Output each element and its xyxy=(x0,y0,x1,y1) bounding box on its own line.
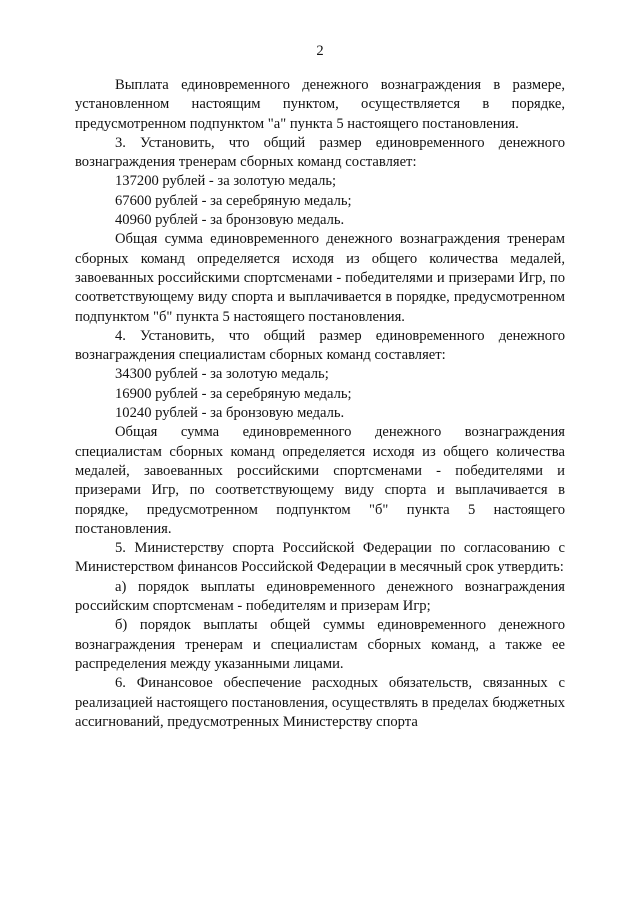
list-item-coaches-bronze: 40960 рублей - за бронзовую медаль. xyxy=(115,212,345,229)
paragraph-specialists-total: Общая сумма единовременного денежного вознаграждения специалистам сборных команд определяется исходя из общего количества медалей, завоеванных российскими спортсменами - победителями и призерами Игр, по соответствующему виду спорта и выплачивается в порядке, предусмотренном подпунктом "б" пункта 5 настоящего постановления. xyxy=(75,424,565,537)
paragraph-4-specialists-reward: 4. Установить, что общий размер единовременного денежного вознаграждения специалистам сборных команд составляет: xyxy=(75,327,565,364)
list-item-specialists-gold: 34300 рублей - за золотую медаль; xyxy=(115,366,329,383)
document-body xyxy=(75,76,565,732)
paragraph-3-coaches-reward: 3. Установить, что общий размер единовременного денежного вознаграждения тренерам сборных команд составляет: xyxy=(75,134,565,171)
paragraph-coaches-total: Общая сумма единовременного денежного вознаграждения тренерам сборных команд определяется исходя из общего количества медалей, завоеванных российскими спортсменами - победителями и призерами Игр, по соответствующему виду спорта и выплачивается в порядке, предусмотренном подпунктом "б" пункта 5 настоящего постановления. xyxy=(75,231,565,325)
paragraph-5-ministry: 5. Министерству спорта Российской Федерации по согласованию с Министерством финансов Российской Федерации в месячный срок утвердить: xyxy=(75,540,565,576)
list-item-coaches-silver: 67600 рублей - за серебряную медаль; xyxy=(115,192,352,209)
list-item-coaches-gold: 137200 рублей - за золотую медаль; xyxy=(115,173,337,190)
page-number: 2 xyxy=(316,43,324,59)
paragraph-5a: а) порядок выплаты единовременного денежного вознаграждения российским спортсменам - победителям и призерам Игр; xyxy=(75,578,565,615)
paragraph-6-financing: 6. Финансовое обеспечение расходных обязательств, связанных с реализацией настоящего постановления, осуществлять в пределах бюджетных ассигнований, предусмотренных Министерству спорта xyxy=(75,675,565,730)
paragraph-payment-procedure: Выплата единовременного денежного вознаграждения в размере, установленном настоящим пунктом, осуществляется в порядке, предусмотренном подпунктом "а" пункта 5 настоящего постановления. xyxy=(75,77,565,132)
list-item-specialists-bronze: 10240 рублей - за бронзовую медаль. xyxy=(115,405,345,422)
paragraph-5b: б) порядок выплаты общей суммы единовременного денежного вознаграждения тренерам и специалистам сборных команд, а также ее распределения между указанными лицами. xyxy=(75,617,565,672)
list-item-specialists-silver: 16900 рублей - за серебряную медаль; xyxy=(115,385,352,402)
